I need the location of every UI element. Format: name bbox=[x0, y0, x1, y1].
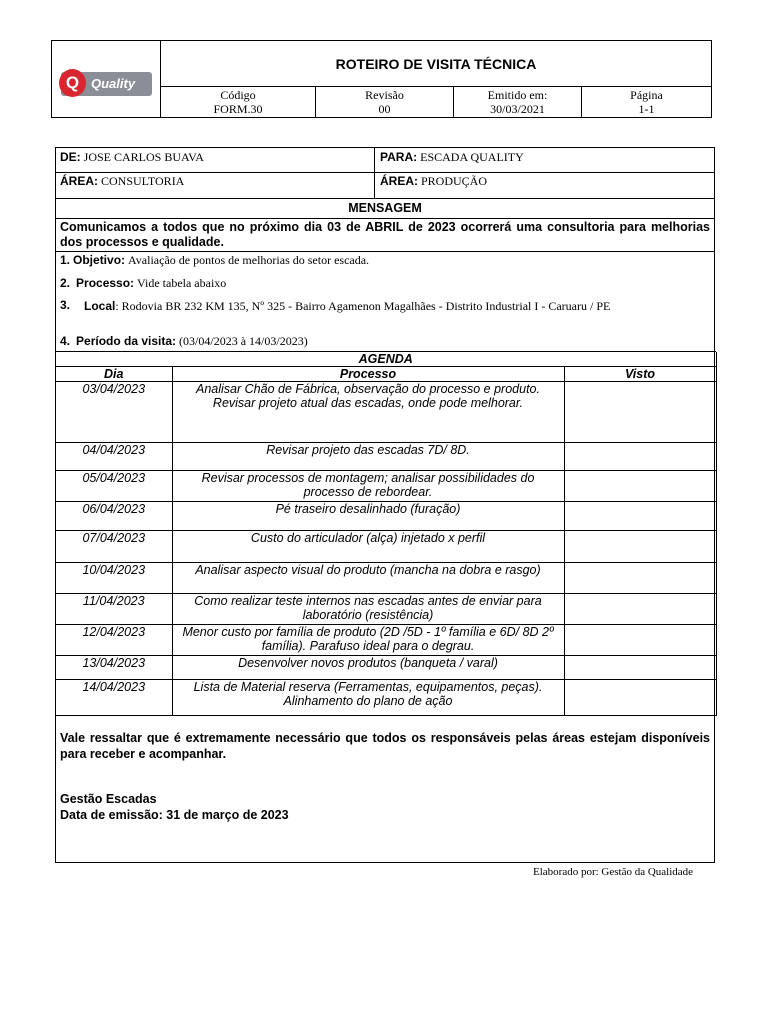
row-visto[interactable] bbox=[564, 531, 716, 563]
area-origem-value: CONSULTORIA bbox=[101, 174, 185, 188]
row-visto[interactable] bbox=[564, 680, 716, 716]
table-row bbox=[56, 443, 716, 471]
local-number: 3. bbox=[60, 298, 71, 312]
area-destino-field bbox=[380, 174, 487, 189]
row-dia: 03/04/2023 bbox=[56, 382, 172, 443]
emitido-cell bbox=[454, 87, 582, 117]
mensagem-heading: MENSAGEM bbox=[348, 201, 422, 215]
periodo-label: Período da visita: bbox=[76, 334, 177, 348]
row-visto[interactable] bbox=[564, 563, 716, 594]
table-row bbox=[56, 382, 716, 443]
col-header-dia: Dia bbox=[56, 367, 172, 382]
revisao-value: 00 bbox=[378, 102, 391, 116]
col-header-visto: Visto bbox=[564, 367, 716, 382]
signature-line-1: Gestão Escadas bbox=[60, 792, 157, 806]
note-text: Vale ressaltar que é extremamente necessário que todos os responsáveis pelas áreas estejam disponíveis para receber e acompanhar. bbox=[60, 731, 710, 761]
row-divider bbox=[56, 251, 714, 252]
row-visto[interactable] bbox=[564, 443, 716, 471]
de-value: JOSE CARLOS BUAVA bbox=[83, 150, 204, 164]
codigo-value: FORM.30 bbox=[213, 102, 263, 116]
table-row bbox=[56, 563, 716, 594]
table-row bbox=[56, 680, 716, 716]
de-label: DE: bbox=[60, 150, 81, 164]
revisao-label: Revisão bbox=[365, 88, 404, 102]
form-header bbox=[51, 40, 712, 118]
row-processo: Lista de Material reserva (Ferramentas, equipamentos, peças). Alinhamento do plano de ação bbox=[172, 680, 564, 716]
quality-logo bbox=[61, 72, 152, 96]
row-processo: Custo do articulador (alça) injetado x perfil bbox=[172, 531, 564, 563]
pagina-cell bbox=[582, 87, 711, 117]
logo-cell bbox=[52, 41, 161, 117]
row-processo: Menor custo por família de produto (2D /5D - 1º família e 6D/ 8D 2º família). Parafuso ideal para o degrau. bbox=[172, 625, 564, 656]
row-visto[interactable] bbox=[564, 625, 716, 656]
row-dia: 10/04/2023 bbox=[56, 563, 172, 594]
row-dia: 12/04/2023 bbox=[56, 625, 172, 656]
row-divider bbox=[56, 172, 714, 173]
document-title: ROTEIRO DE VISITA TÉCNICA bbox=[161, 41, 711, 87]
local-text bbox=[84, 298, 706, 314]
signature-line-2: Data de emissão: 31 de março de 2023 bbox=[60, 808, 289, 822]
row-visto[interactable] bbox=[564, 382, 716, 443]
row-processo: Pé traseiro desalinhado (furação) bbox=[172, 502, 564, 531]
para-field bbox=[380, 150, 524, 165]
table-row bbox=[56, 471, 716, 502]
codigo-label: Código bbox=[220, 88, 256, 102]
pagina-value: 1-1 bbox=[638, 102, 655, 116]
area-origem-field bbox=[60, 174, 184, 189]
revisao-cell bbox=[316, 87, 454, 117]
processo-value: Vide tabela abaixo bbox=[137, 276, 227, 290]
periodo-item bbox=[60, 334, 710, 348]
row-dia: 14/04/2023 bbox=[56, 680, 172, 716]
periodo-value: (03/04/2023 à 14/03/2023) bbox=[179, 334, 308, 348]
col-header-processo: Processo bbox=[172, 367, 564, 382]
emitido-value: 30/03/2021 bbox=[490, 102, 545, 116]
row-dia: 11/04/2023 bbox=[56, 594, 172, 625]
area-destino-value: PRODUÇÃO bbox=[421, 174, 488, 188]
objetivo-item bbox=[60, 253, 710, 267]
row-dia: 05/04/2023 bbox=[56, 471, 172, 502]
table-row bbox=[56, 656, 716, 680]
signature-block bbox=[60, 791, 289, 823]
column-divider bbox=[374, 148, 375, 198]
emitido-label: Emitido em: bbox=[487, 88, 548, 102]
row-dia: 06/04/2023 bbox=[56, 502, 172, 531]
table-row bbox=[56, 502, 716, 531]
logo-text: Quality bbox=[91, 76, 136, 91]
area-origem-label: ÁREA: bbox=[60, 174, 98, 188]
agenda-header-row bbox=[56, 367, 716, 382]
row-dia: 07/04/2023 bbox=[56, 531, 172, 563]
row-dia: 13/04/2023 bbox=[56, 656, 172, 680]
row-processo: Revisar processos de montagem; analisar possibilidades do processo de rebordear. bbox=[172, 471, 564, 502]
row-processo: Revisar projeto das escadas 7D/ 8D. bbox=[172, 443, 564, 471]
agenda-title-row bbox=[56, 352, 716, 367]
row-visto[interactable] bbox=[564, 471, 716, 502]
mensagem-text: Comunicamos a todos que no próximo dia 03 de ABRIL de 2023 ocorrerá uma consultoria para melhorias dos processos e qualidade. bbox=[60, 220, 710, 249]
codigo-cell bbox=[161, 87, 316, 117]
row-divider bbox=[56, 218, 714, 219]
row-visto[interactable] bbox=[564, 594, 716, 625]
table-row bbox=[56, 531, 716, 563]
row-divider bbox=[56, 198, 714, 199]
agenda-title: AGENDA bbox=[56, 352, 716, 367]
row-processo: Analisar Chão de Fábrica, observação do processo e produto. Revisar projeto atual das escadas, onde pode melhorar. bbox=[172, 382, 564, 443]
objetivo-number: 1. bbox=[60, 253, 71, 267]
row-processo: Analisar aspecto visual do produto (mancha na dobra e rasgo) bbox=[172, 563, 564, 594]
agenda-table bbox=[56, 352, 717, 716]
table-row bbox=[56, 625, 716, 656]
objetivo-value: Avaliação de pontos de melhorias do setor escada. bbox=[128, 253, 370, 267]
processo-number: 2. bbox=[60, 276, 71, 290]
processo-label: Processo: bbox=[76, 276, 135, 290]
row-processo: Desenvolver novos produtos (banqueta / varal) bbox=[172, 656, 564, 680]
local-value: : Rodovia BR 232 KM 135, Nº 325 - Bairro Agamenon Magalhães - Distrito Industrial I - Caruaru / PE bbox=[115, 299, 611, 313]
logo-q-mark: Q bbox=[59, 69, 86, 97]
form-body bbox=[55, 147, 715, 863]
para-label: PARA: bbox=[380, 150, 418, 164]
row-visto[interactable] bbox=[564, 656, 716, 680]
row-visto[interactable] bbox=[564, 502, 716, 531]
table-row bbox=[56, 594, 716, 625]
agenda-table-wrap bbox=[56, 351, 716, 716]
footer-credit: Elaborado por: Gestão da Qualidade bbox=[533, 866, 694, 878]
row-processo: Como realizar teste internos nas escadas antes de enviar para laboratório (resistência) bbox=[172, 594, 564, 625]
pagina-label: Página bbox=[630, 88, 663, 102]
local-number-wrap bbox=[60, 298, 70, 312]
local-label: Local bbox=[84, 299, 116, 313]
de-field bbox=[60, 150, 204, 165]
periodo-number: 4. bbox=[60, 334, 71, 348]
objetivo-label: Objetivo: bbox=[73, 253, 126, 267]
para-value: ESCADA QUALITY bbox=[420, 150, 524, 164]
processo-item bbox=[60, 276, 710, 290]
area-destino-label: ÁREA: bbox=[380, 174, 418, 188]
row-dia: 04/04/2023 bbox=[56, 443, 172, 471]
